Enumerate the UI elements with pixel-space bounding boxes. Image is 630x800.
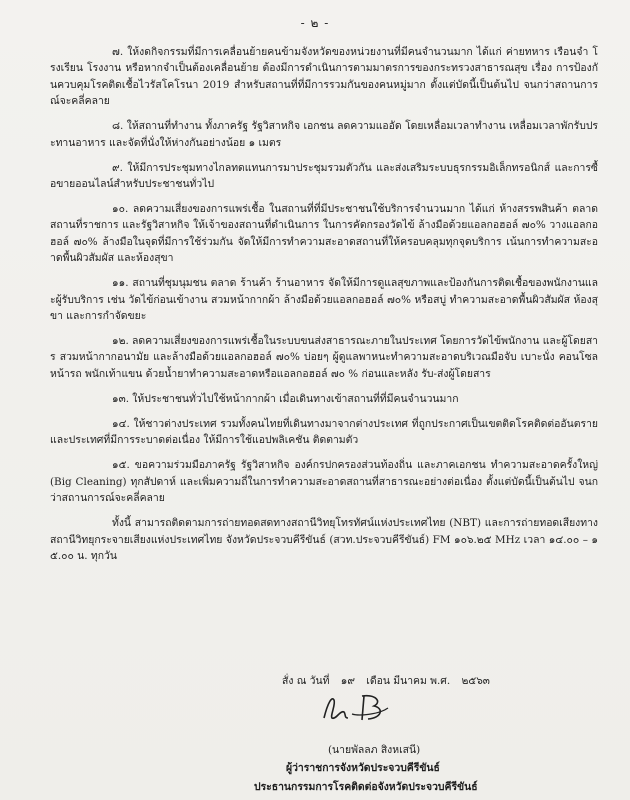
signer-name: (นายพัลลภ สิงหเสนี) (328, 744, 421, 756)
paragraph-13: ๑๓. ให้ประชาชนทั่วไปใช้หน้ากากผ้า เมื่อเดินทางเข้าสถานที่ที่มีคนจำนวนมาก (112, 392, 459, 405)
paragraph-8: ๘. ให้สถานที่ทำงาน ทั้งภาครัฐ รัฐวิสาหกิจ เอกชน ลดความแออัด โดยเหลื่อมเวลาทำงาน เหลื่อมเวลาพักรับประทานอาหาร และจัดที่นั่งให้ห่างกันอย่างน้อย ๑ เมตร (50, 120, 598, 149)
paragraph-10: ๑๐. ลดความเสี่ยงของการแพร่เชื้อ ในสถานที่ที่มีประชาชนใช้บริการจำนวนมาก ได้แก่ ห้างสรรพสินค้า ตลาด สถานที่ราชการ และรัฐวิสาหกิจ ให้เจ้าของสถานที่ดำเนินการ ในการคัดกรองวัดไข้ ล้างมือด้วยแอลกอฮอล์ ๗๐% วางแอลกอฮอล์ ๗๐% ล้างมือในจุดที่มีการใช้ร่วมกัน จัดให้มีการทำความสะอาดสถานที่ให้ครอบคลุมทุกจุดบริการ เน้นการทำความสะอาดพื้นผิวสัมผัส และห้องสุขา (50, 203, 599, 265)
handwritten-signature (318, 688, 414, 726)
paragraph-14: ๑๔. ให้ชาวต่างประเทศ รวมทั้งคนไทยที่เดินทางมาจากต่างประเทศ ที่ถูกประกาศเป็นเขตติดโรคติดต่ออันตราย และประเทศที่มีการระบาดต่อเนื่อง ให้มีการใช้แอปพลิเคชัน ติดตามตัว (50, 417, 598, 447)
order-date-label: สั่ง ณ วันที่ (282, 675, 330, 687)
page-number: - ๒ - (300, 16, 330, 30)
paragraph-9: ๙. ให้มีการประชุมทางไกลทดแทนการมาประชุมรวมตัวกัน และส่งเสริมระบบธุรกรรมอิเล็กทรอนิกส์ และการซื้อขายออนไลน์สำหรับประชาชนทั่วไป (50, 161, 598, 191)
order-date (282, 672, 498, 689)
signer-committee-title: ประธานกรรมการโรคติดต่อจังหวัดประจวบคีรีขันธ์ (254, 781, 478, 793)
paragraph-7: ๗. ให้งดกิจกรรมที่มีการเคลื่อนย้ายคนข้ามจังหวัดของหน่วยงานที่มีคนจำนวนมาก ได้แก่ ค่ายทหาร เรือนจำ โรงเรียน โรงงาน หรือหากจำเป็นต้องเคลื่อนย้าย ต้องมีการดำเนินการตามมาตรการของกระทรวงสาธารณสุข เรื่อง การป้องกันควบคุมโรคติดเชื้อไวรัสโคโรนา 2019 สำหรับสถานที่ที่มีการรวมกันของคนหมู่มาก ตั้งแต่บัดนี้เป็นต้นไป จนกว่าสถานการณ์จะคลี่คลาย (50, 46, 598, 108)
order-day: ๑๙ (340, 675, 355, 687)
paragraph-12: ๑๒. ลดความเสี่ยงของการแพร่เชื้อในระบบขนส่งสาธารณะภายในประเทศ โดยการวัดไข้พนักงาน และผู้โดยสาร สวมหน้ากากอนามัย และล้างมือด้วยแอลกอฮอล์ ๗๐% บ่อยๆ ผู้ดูแลพาหนะทำความสะอาดบริเวณมือจับ เบาะนั่ง คอนโซลหน้ารถ พนักเท้าแขน ด้วยน้ำยาทำความสะอาดหรือแอลกอฮอล์ ๗๐ % ก่อนและหลัง รับ-ส่งผู้โดยสาร (50, 335, 599, 380)
paragraph-broadcast: ทั้งนี้ สามารถติดตามการถ่ายทอดสดทางสถานีวิทยุโทรทัศน์แห่งประเทศไทย (NBT) และการถ่ายทอดเสียงทางสถานีวิทยุกระจายเสียงแห่งประเทศไทย จังหวัดประจวบคีรีขันธ์ (สวท.ประจวบคีรีขันธ์) FM ๑๐๖.๒๕ MHz เวลา ๑๔.๐๐ – ๑๕.๐๐ น. ทุกวัน (50, 517, 598, 562)
paragraph-15: ๑๕. ขอความร่วมมือภาครัฐ รัฐวิสาหกิจ องค์กรปกครองส่วนท้องถิ่น และภาคเอกชน ทำความสะอาดครั้งใหญ่ (Big Cleaning) ทุกสัปดาห์ และเพิ่มความถี่ในการทำความสะอาดสถานที่สาธารณะอย่างต่อเนื่อง ตั้งแต่บัดนี้เป็นต้นไป จนกว่าสถานการณ์จะคลี่คลาย (50, 459, 598, 505)
order-year: ๒๕๖๓ (461, 675, 490, 687)
order-month: เดือน มีนาคม พ.ศ. (366, 675, 451, 687)
paragraph-11: ๑๑. สถานที่ชุมนุมชน ตลาด ร้านค้า ร้านอาหาร จัดให้มีการดูแลสุขภาพและป้องกันการติดเชื้อของพนักงานและผู้รับบริการ เช่น วัดไข้ก่อนเข้างาน สวมหน้ากากผ้า ล้างมือด้วยแอลกอฮอล์ ๗๐% หรือสบู่ ทำความสะอาดพื้นผิวสัมผัส ห้องสุขา และการกำจัดขยะ (50, 277, 598, 323)
document-body (50, 44, 598, 573)
signer-title: ผู้ว่าราชการจังหวัดประจวบคีรีขันธ์ (286, 762, 440, 774)
